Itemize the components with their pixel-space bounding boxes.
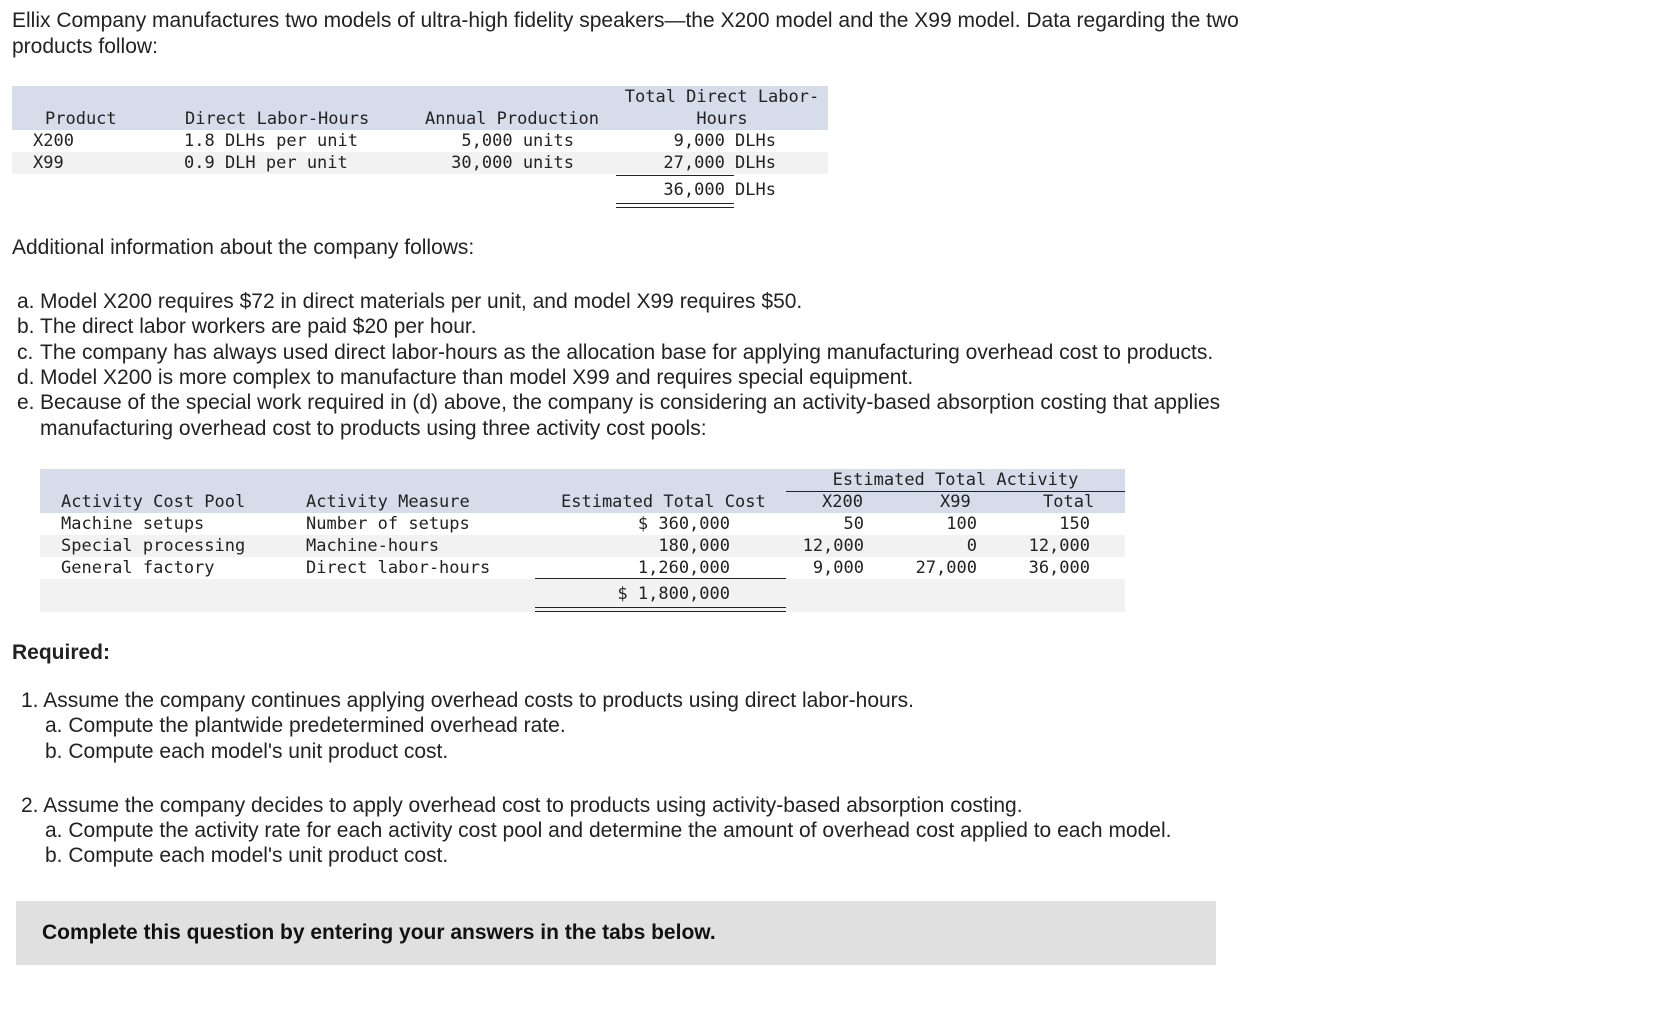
- table1-header-product: Product: [45, 109, 117, 129]
- table2-row1-x200: 50: [843, 514, 864, 534]
- table2-row1-x99: 100: [946, 514, 977, 534]
- info-item-d: Model X200 is more complex to manufacture than model X99 and requires special equipment.: [40, 366, 914, 389]
- info-item-c-letter: c.: [17, 341, 34, 364]
- instruction-banner-text: Complete this question by entering your answers in the tabs below.: [42, 921, 716, 944]
- table2-header-measure: Activity Measure: [306, 492, 470, 512]
- additional-info-heading: Additional information about the company follows:: [12, 236, 475, 259]
- table2-row2-total: 12,000: [1028, 536, 1090, 556]
- table1-header-annual: Annual Production: [425, 109, 599, 129]
- required-q2: 2. Assume the company decides to apply overhead cost to products using activity-based absorption costing.: [21, 794, 1023, 817]
- info-item-a-letter: a.: [17, 290, 35, 313]
- instruction-banner: [16, 901, 1216, 965]
- table1-row2-total: 27,000 DLHs: [663, 153, 776, 173]
- table2-cost-underline: [535, 578, 786, 579]
- info-item-d-letter: d.: [17, 366, 35, 389]
- table1-row1-total: 9,000 DLHs: [673, 131, 776, 151]
- table2-row1-measure: Number of setups: [306, 514, 470, 534]
- table2-row2-measure: Machine-hours: [306, 536, 440, 556]
- table2-row3-cost: 1,260,000: [637, 558, 730, 578]
- info-item-c: The company has always used direct labor-hours as the allocation base for applying manufacturing overhead cost to products.: [40, 341, 1214, 364]
- table2-row1-cost: $ 360,000: [637, 514, 730, 534]
- table1-row2-product: X99: [33, 153, 64, 173]
- table2-row3-total: 36,000: [1028, 558, 1090, 578]
- info-item-a: Model X200 requires $72 in direct materials per unit, and model X99 requires $50.: [40, 290, 803, 313]
- table2-header-total: Total: [1043, 492, 1095, 512]
- required-heading: Required:: [12, 641, 111, 664]
- table2-row3-pool: General factory: [61, 558, 215, 578]
- table1-row1-product: X200: [33, 131, 74, 151]
- info-item-b-letter: b.: [17, 315, 35, 338]
- table2-row2-x200: 12,000: [802, 536, 864, 556]
- table2-header-pool: Activity Cost Pool: [61, 492, 246, 512]
- table2-cost-double-underline: [535, 607, 786, 612]
- table1-header-total-2: Hours: [696, 109, 748, 129]
- table2-row3-x99: 27,000: [915, 558, 977, 578]
- table2-row1-pool: Machine setups: [61, 514, 205, 534]
- table2-row2-pool: Special processing: [61, 536, 246, 556]
- table2-row1-total: 150: [1059, 514, 1090, 534]
- table2-header-cost: Estimated Total Cost: [561, 492, 766, 512]
- required-q2a: a. Compute the activity rate for each activity cost pool and determine the amount of overhead cost applied to each model.: [45, 819, 1172, 842]
- table2-row2-x99: 0: [966, 536, 977, 556]
- table2-row2-cost: 180,000: [658, 536, 730, 556]
- table1-row1-dlh: 1.8 DLHs per unit: [184, 131, 358, 151]
- table1-header-dlh: Direct Labor-Hours: [185, 109, 370, 129]
- table2-row3-measure: Direct labor-hours: [306, 558, 491, 578]
- table1-row2-annual: 30,000 units: [451, 153, 574, 173]
- table1-total-double-underline: [616, 203, 734, 208]
- table1-row2-dlh: 0.9 DLH per unit: [184, 153, 348, 173]
- info-item-e-letter: e.: [17, 391, 35, 414]
- info-item-e: Because of the special work required in (d) above, the company is considering an activity-based absorption costing that applies: [40, 391, 1221, 414]
- info-item-e-continued: manufacturing overhead cost to products using three activity cost pools:: [40, 417, 707, 440]
- table1-total-underline: [616, 175, 734, 176]
- intro-line-2: products follow:: [12, 35, 158, 58]
- table2-row3-x200: 9,000: [812, 558, 864, 578]
- table1-header-total-1: Total Direct Labor-: [624, 87, 820, 107]
- table2-total-cost: $ 1,800,000: [617, 584, 730, 604]
- table2-group-header: Estimated Total Activity: [832, 470, 1079, 490]
- intro-line-1: Ellix Company manufactures two models of ultra-high fidelity speakers—the X200 model and the X99 model. Data regarding the two: [12, 9, 1239, 32]
- required-q1: 1. Assume the company continues applying overhead costs to products using direct labor-hours.: [21, 689, 915, 712]
- table1-total: 36,000 DLHs: [663, 180, 776, 200]
- required-q1a: a. Compute the plantwide predetermined overhead rate.: [45, 714, 566, 737]
- table2-header-x99: X99: [940, 492, 971, 512]
- required-q1b: b. Compute each model's unit product cost.: [45, 740, 449, 763]
- required-q2b: b. Compute each model's unit product cost.: [45, 844, 449, 867]
- table1-row1-annual: 5,000 units: [461, 131, 574, 151]
- table2-header-x200: X200: [822, 492, 863, 512]
- info-item-b: The direct labor workers are paid $20 per hour.: [40, 315, 477, 338]
